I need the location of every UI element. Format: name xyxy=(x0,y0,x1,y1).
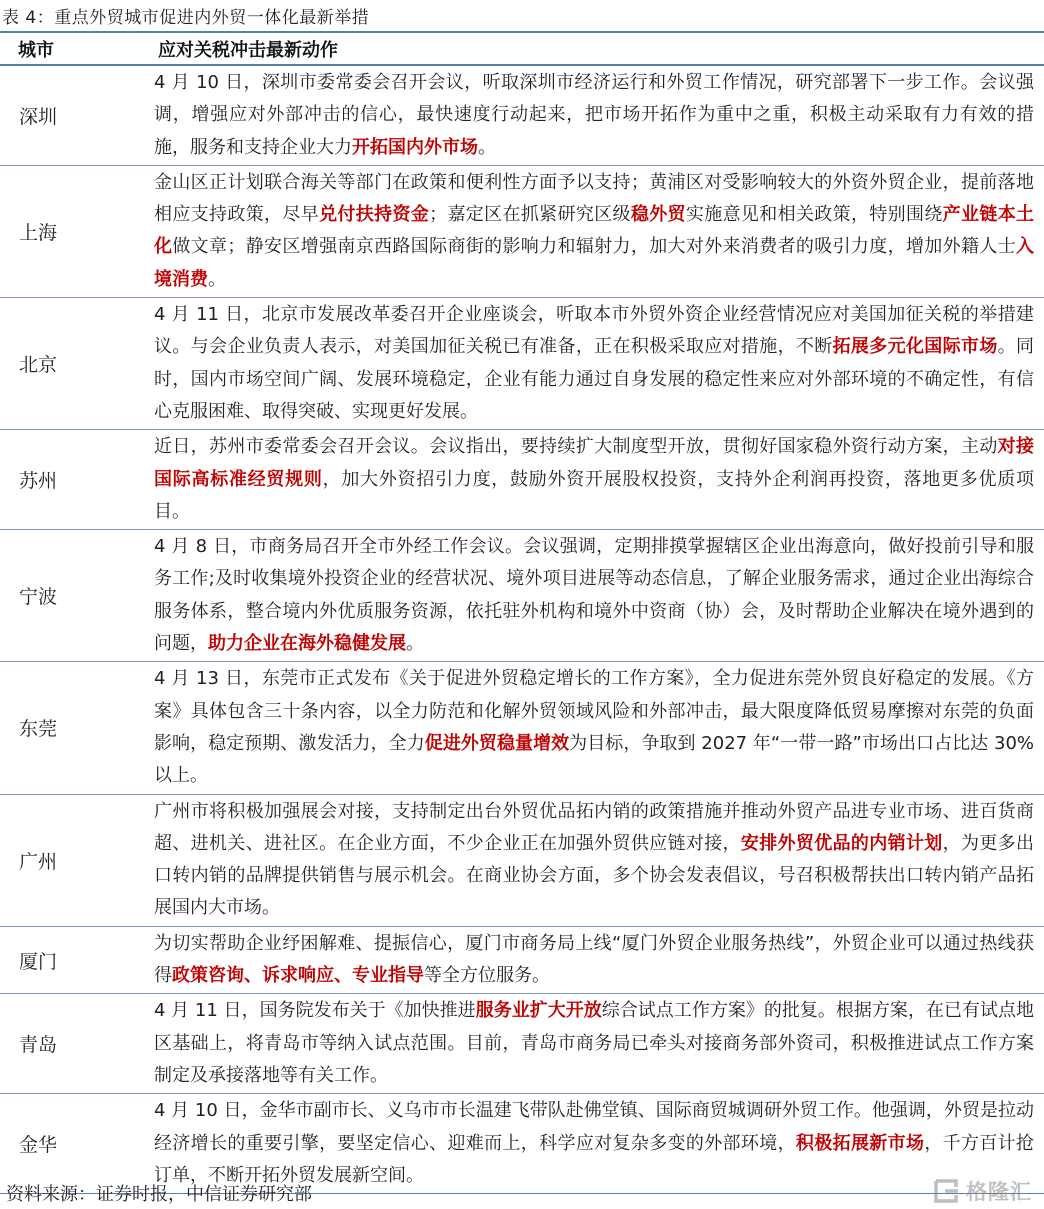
body-text: 为目标，争取到 2027 年“一带一路”市场出口占比达 30%以上。 xyxy=(154,732,1035,787)
table-row xyxy=(0,926,1044,994)
action-cell xyxy=(138,1094,1044,1194)
city-cell: 深圳 xyxy=(0,65,138,165)
table-row xyxy=(0,662,1044,794)
action-cell xyxy=(138,994,1044,1094)
logo-text: 格隆汇 xyxy=(966,1180,1032,1204)
gelonghui-logo-icon xyxy=(932,1177,962,1205)
city-cell: 青岛 xyxy=(0,994,138,1094)
body-text: 金山区正计划联合海关等部门在政策和便利性方面予以支持；黄浦区对受影响较大的外资外贸企业，提前落地相应支持政策，尽早 xyxy=(154,171,1034,226)
highlight-text: 稳外贸 xyxy=(630,204,686,226)
highlight-text: 拓展多元化国际市场 xyxy=(832,336,998,358)
table-row xyxy=(0,430,1044,530)
table-row xyxy=(0,530,1044,662)
measures-table xyxy=(0,31,1044,1194)
city-cell: 厦门 xyxy=(0,926,138,994)
body-text: 为切实帮助企业纾困解难、提振信心，厦门市商务局上线“厦门外贸企业服务热线”，外贸企业可以通过热线获得 xyxy=(154,932,1034,987)
body-text: 近日，苏州市委常委会召开会议。会议指出，要持续扩大制度型开放，贯彻好国家稳外资行动方案，主动 xyxy=(154,436,998,458)
body-text: 4 月 13 日，东莞市正式发布《关于促进外贸稳定增长的工作方案》，全力促进东莞外贸良好稳定的发展。《方案》具体包含三十条内容，以全力防范和化解外贸领域风险和外部冲击，最大限度降低贸易摩擦对东莞的负面影响，稳定预期、激发活力，全力 xyxy=(154,668,1034,754)
action-cell xyxy=(138,165,1044,297)
body-text: 实施意见和相关政策，特别围绕 xyxy=(685,204,943,226)
action-cell xyxy=(138,298,1044,430)
body-text: 。 xyxy=(406,633,424,655)
action-cell xyxy=(138,662,1044,794)
body-text: ，千方百计抢订单，不断开拓外贸发展新空间。 xyxy=(154,1132,1035,1186)
body-text: 等全方位服务。 xyxy=(424,965,550,987)
highlight-text: 开拓国内外市场 xyxy=(352,136,478,158)
highlight-text: 政策咨询、诉求响应、专业指导 xyxy=(172,965,424,987)
table-header-row xyxy=(0,32,1044,65)
highlight-text: 产业链本土化 xyxy=(154,204,1035,258)
highlight-text: 对接国际高标准经贸规则 xyxy=(154,436,1034,490)
highlight-text: 安排外贸优品的内销计划 xyxy=(740,832,943,854)
city-cell: 广州 xyxy=(0,794,138,926)
body-text: 4 月 10 日，金华市副市长、义乌市市长温建飞带队赴佛堂镇、国际商贸城调研外贸工作。他强调，外贸是拉动经济增长的重要引擎，要坚定信心、迎难而上，科学应对复杂多变的外部环境， xyxy=(154,1100,1034,1154)
body-text: ，为更多出口转内销的品牌提供销售与展示机会。在商业协会方面，多个协会发表倡议，号召积极帮扶出口转内销产品拓展国内大市场。 xyxy=(154,832,1035,919)
action-cell xyxy=(138,530,1044,662)
table-row xyxy=(0,794,1044,926)
body-text: 。 xyxy=(208,268,226,290)
city-cell: 宁波 xyxy=(0,530,138,662)
highlight-text: 兑付扶持资金 xyxy=(319,204,430,226)
body-text: ，加大外资招引力度，鼓励外资开展股权投资，支持外企利润再投资，落地更多优质项目。 xyxy=(154,468,1035,522)
action-cell xyxy=(138,926,1044,994)
watermark-logo xyxy=(932,1176,1032,1206)
action-cell xyxy=(138,430,1044,530)
highlight-text: 入境消费 xyxy=(154,236,1034,290)
city-cell: 北京 xyxy=(0,298,138,430)
body-text: 4 月 11 日，国务院发布关于《加快推进 xyxy=(154,1000,476,1022)
highlight-text: 促进外贸稳量增效 xyxy=(424,732,570,754)
source-note: 资料来源：证券时报，中信证券研究部 xyxy=(6,1184,312,1205)
city-cell: 金华 xyxy=(0,1094,138,1194)
table-caption: 表 4：重点外贸城市促进内外贸一体化最新举措 xyxy=(2,8,370,28)
header-action: 应对关税冲击最新动作 xyxy=(138,32,1044,65)
city-cell: 东莞 xyxy=(0,662,138,794)
highlight-text: 助力企业在海外稳健发展 xyxy=(208,633,406,655)
action-cell xyxy=(138,794,1044,926)
table-row xyxy=(0,1094,1044,1194)
body-text: 综合试点工作方案》的批复。根据方案，在已有试点地区基础上，将青岛市等纳入试点范围。目前，青岛市商务局已牵头对接商务部外资司，积极推进试点工作方案制定及承接落地等有关工作。 xyxy=(154,1000,1035,1086)
body-text: 4 月 8 日，市商务局召开全市外经工作会议。会议强调，定期排摸掌握辖区企业出海意向，做好投前引导和服务工作;及时收集境外投资企业的经营状况、境外项目进展等动态信息，了解企业服务需求，通过企业出海综合服务体系，整合境内外优质服务资源，依托驻外机构和境外中资商（协）会，及时帮助企业解决在境外遇到的问题， xyxy=(154,536,1034,655)
body-text: 4 月 11 日，北京市发展改革委召开企业座谈会，听取本市外贸外资企业经营情况应对美国加征关税的举措建议。与会企业负责人表示，对美国加征关税已有准备，正在积极采取应对措施，不断 xyxy=(154,304,1034,358)
city-cell: 苏州 xyxy=(0,430,138,530)
city-cell: 上海 xyxy=(0,165,138,297)
highlight-text: 服务业扩大开放 xyxy=(475,1000,602,1022)
body-text: ；嘉定区在抓紧研究区级 xyxy=(429,204,631,226)
table-row xyxy=(0,65,1044,165)
highlight-text: 积极拓展新市场 xyxy=(795,1132,925,1154)
body-text: 。同时，国内市场空间广阔、发展环境稳定，企业有能力通过自身发展的稳定性来应对外部环境的不确定性，有信心克服困难、取得突破、实现更好发展。 xyxy=(154,336,1035,422)
table-row xyxy=(0,994,1044,1094)
body-text: 。 xyxy=(478,136,496,158)
table-row xyxy=(0,165,1044,297)
body-text: 做文章；静安区增强南京西路国际商街的影响力和辐射力，加大对外来消费者的吸引力度，增加外籍人士 xyxy=(172,236,1016,258)
header-city: 城市 xyxy=(0,32,138,65)
action-cell xyxy=(138,65,1044,165)
table-row xyxy=(0,298,1044,430)
body-text: 4 月 10 日，深圳市委常委会召开会议，听取深圳市经济运行和外贸工作情况，研究部署下一步工作。会议强调，增强应对外部冲击的信心，最快速度行动起来，把市场开拓作为重中之重，积极主动采取有力有效的措施，服务和支持企业大力 xyxy=(154,72,1034,158)
body-text: 广州市将积极加强展会对接，支持制定出台外贸优品拓内销的政策措施并推动外贸产品进专业市场、进百货商超、进机关、进社区。在企业方面，不少企业正在加强外贸供应链对接， xyxy=(154,800,1034,854)
